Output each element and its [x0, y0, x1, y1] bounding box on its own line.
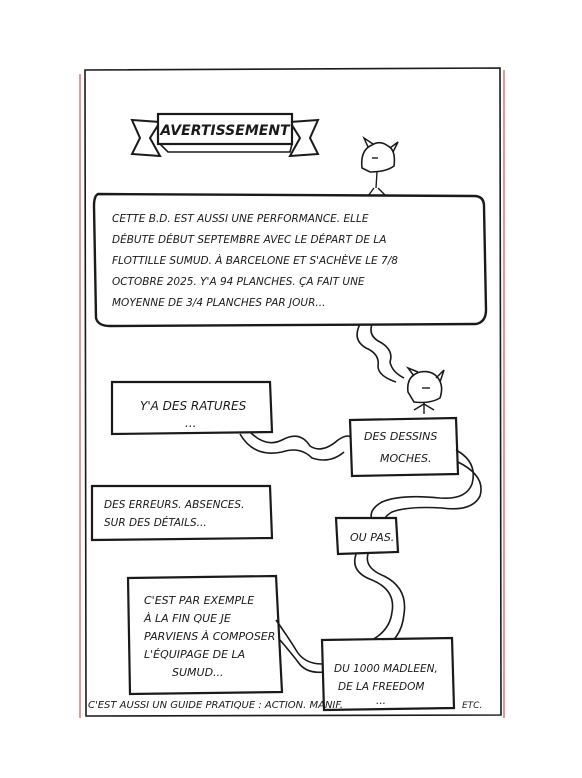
exemple-line-3: PARVIENS À COMPOSER [144, 630, 276, 643]
warning-banner [132, 114, 318, 156]
devil-character-middle [408, 368, 444, 414]
banner-title: AVERTISSEMENT [160, 123, 290, 139]
footer-right-text: ETC. [462, 701, 483, 711]
ratures-bubble [112, 382, 352, 460]
ratures-line-2: ... [185, 416, 197, 430]
erreurs-line-1: DES ERREURS. ABSENCES. [104, 499, 245, 511]
dessins-line-1: DES DESSINS [364, 430, 438, 443]
exemple-line-4: L'ÉQUIPAGE DE LA [144, 648, 246, 661]
madleen-line-1: DU 1000 MADLEEN, [334, 663, 438, 675]
main-bubble-line-4: OCTOBRE 2025. Y'A 94 PLANCHES. ÇA FAIT UNE [112, 276, 365, 288]
dessins-line-2: MOCHES. [380, 452, 432, 465]
madleen-line-2: DE LA FREEDOM [338, 681, 425, 693]
madleen-line-3: ... [376, 695, 387, 707]
ratures-line-1: Y'A DES RATURES [140, 399, 247, 413]
exemple-line-2: À LA FIN QUE JE [144, 612, 231, 625]
exemple-bubble [128, 576, 324, 694]
main-speech-bubble [94, 194, 486, 382]
main-bubble-line-5: MOYENNE DE 3/4 PLANCHES PAR JOUR... [112, 297, 326, 309]
main-bubble-line-2: DÉBUTE DÉBUT SEPTEMBRE AVEC LE DÉPART DE LA [112, 234, 387, 246]
ou-pas-bubble [336, 518, 405, 646]
main-bubble-line-1: CETTE B.D. EST AUSSI UNE PERFORMANCE. ELLE [112, 213, 369, 225]
erreurs-line-2: SUR DES DÉTAILS... [104, 517, 207, 529]
exemple-line-5: SUMUD... [172, 666, 224, 679]
erreurs-bubble [92, 486, 272, 540]
footer-left-text: C'EST AUSSI UN GUIDE PRATIQUE : ACTION. MANIF. [88, 700, 344, 711]
main-bubble-line-3: FLOTTILLE SUMUD. À BARCELONE ET S'ACHÈVE LE 7/8 [112, 255, 398, 267]
ou-pas-text: OU PAS. [350, 531, 395, 544]
dessins-moches-bubble [350, 418, 481, 524]
exemple-line-1: C'EST PAR EXEMPLE [144, 594, 255, 607]
devil-character-top [362, 138, 398, 196]
